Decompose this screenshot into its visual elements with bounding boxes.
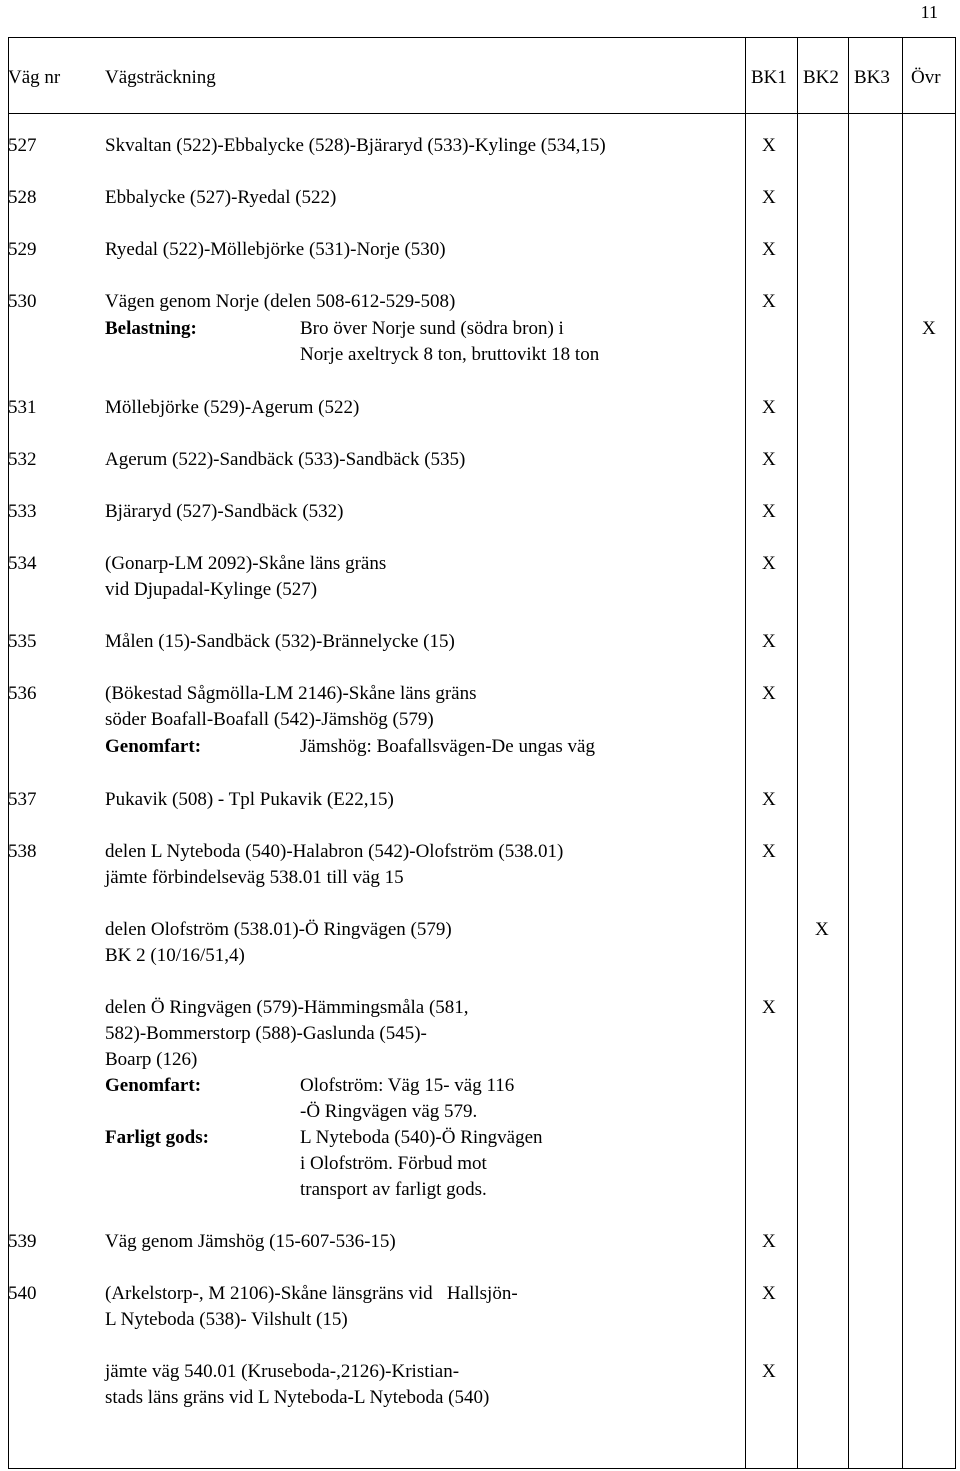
bk1-mark: X [762, 291, 776, 312]
column-divider [902, 37, 903, 1469]
road-number: 533 [8, 501, 37, 522]
road-number: 539 [8, 1231, 37, 1252]
road-description: L Nyteboda (538)- Vilshult (15) [105, 1309, 348, 1330]
farligt-gods-note: transport av farligt gods. [300, 1179, 487, 1200]
bk1-mark: X [762, 631, 776, 652]
genomfart-note: Olofström: Väg 15- väg 116 [300, 1075, 515, 1096]
header-divider [8, 113, 956, 114]
header-ovr: Övr [911, 67, 941, 88]
header-vag-nr: Väg nr [8, 67, 61, 88]
bk1-mark: X [762, 135, 776, 156]
belastning-label: Belastning: [105, 318, 197, 339]
header-vagstrackning: Vägsträckning [105, 67, 216, 88]
road-description: delen Olofström (538.01)-Ö Ringvägen (579) [105, 919, 452, 940]
bk1-mark: X [762, 789, 776, 810]
bk1-mark: X [762, 187, 776, 208]
road-description: Målen (15)-Sandbäck (532)-Brännelycke (15) [105, 631, 455, 652]
bk1-mark: X [762, 553, 776, 574]
road-number: 537 [8, 789, 37, 810]
road-description: söder Boafall-Boafall (542)-Jämshög (579) [105, 709, 434, 730]
belastning-note: Norje axeltryck 8 ton, bruttovikt 18 ton [300, 344, 600, 365]
genomfart-label: Genomfart: [105, 736, 202, 757]
header-bk1: BK1 [751, 67, 787, 88]
road-description: (Gonarp-LM 2092)-Skåne läns gräns [105, 553, 387, 574]
road-description: Ryedal (522)-Möllebjörke (531)-Norje (530) [105, 239, 446, 260]
bk1-mark: X [762, 1283, 776, 1304]
road-description: vid Djupadal-Kylinge (527) [105, 579, 318, 600]
road-description: (Arkelstorp-, M 2106)-Skåne länsgräns vid Hallsjön- [105, 1283, 518, 1304]
road-description: Vägen genom Norje (delen 508-612-529-508) [105, 291, 456, 312]
farligt-gods-note: i Olofström. Förbud mot [300, 1153, 487, 1174]
column-divider [797, 37, 798, 1469]
road-description: delen L Nyteboda (540)-Halabron (542)-Olofström (538.01) [105, 841, 564, 862]
road-number: 532 [8, 449, 37, 470]
page-number: 11 [920, 2, 938, 22]
road-description: (Bökestad Sågmölla-LM 2146)-Skåne läns gräns [105, 683, 477, 704]
road-number: 534 [8, 553, 37, 574]
road-number: 536 [8, 683, 37, 704]
bk1-mark: X [762, 1361, 776, 1382]
road-description: 582)-Bommerstorp (588)-Gaslunda (545)- [105, 1023, 427, 1044]
road-number: 538 [8, 841, 37, 862]
road-number: 535 [8, 631, 37, 652]
header-bk2: BK2 [803, 67, 839, 88]
road-description: jämte förbindelseväg 538.01 till väg 15 [105, 867, 404, 888]
road-number: 531 [8, 397, 37, 418]
road-number: 540 [8, 1283, 37, 1304]
road-number: 527 [8, 135, 37, 156]
road-description: Agerum (522)-Sandbäck (533)-Sandbäck (535) [105, 449, 466, 470]
column-divider [848, 37, 849, 1469]
road-number: 528 [8, 187, 37, 208]
genomfart-note: -Ö Ringvägen väg 579. [300, 1101, 478, 1122]
road-description: stads läns gräns vid L Nyteboda-L Nyteboda (540) [105, 1387, 490, 1408]
farligt-gods-note: L Nyteboda (540)-Ö Ringvägen [300, 1127, 543, 1148]
bk1-mark: X [762, 841, 776, 862]
road-description: delen Ö Ringvägen (579)-Hämmingsmåla (581, [105, 997, 469, 1018]
bk1-mark: X [762, 501, 776, 522]
road-description: jämte väg 540.01 (Kruseboda-,2126)-Kristian- [105, 1361, 460, 1382]
road-description: BK 2 (10/16/51,4) [105, 945, 245, 966]
road-description: Skvaltan (522)-Ebbalycke (528)-Bjäraryd (533)-Kylinge (534,15) [105, 135, 606, 156]
ovr-mark: X [922, 318, 936, 339]
road-description: Väg genom Jämshög (15-607-536-15) [105, 1231, 396, 1252]
road-description: Bjäraryd (527)-Sandbäck (532) [105, 501, 344, 522]
belastning-note: Bro över Norje sund (södra bron) i [300, 318, 564, 339]
bk1-mark: X [762, 449, 776, 470]
bk1-mark: X [762, 997, 776, 1018]
genomfart-note: Jämshög: Boafallsvägen-De ungas väg [300, 736, 595, 757]
bk1-mark: X [762, 239, 776, 260]
bk1-mark: X [762, 683, 776, 704]
bk1-mark: X [762, 397, 776, 418]
column-divider [745, 37, 746, 1469]
road-description: Möllebjörke (529)-Agerum (522) [105, 397, 360, 418]
road-description: Ebbalycke (527)-Ryedal (522) [105, 187, 337, 208]
road-number: 529 [8, 239, 37, 260]
road-description: Pukavik (508) - Tpl Pukavik (E22,15) [105, 789, 394, 810]
header-bk3: BK3 [854, 67, 890, 88]
bk2-mark: X [815, 919, 829, 940]
road-number: 530 [8, 291, 37, 312]
farligt-gods-label: Farligt gods: [105, 1127, 209, 1148]
bk1-mark: X [762, 1231, 776, 1252]
genomfart-label: Genomfart: [105, 1075, 202, 1096]
road-description: Boarp (126) [105, 1049, 198, 1070]
